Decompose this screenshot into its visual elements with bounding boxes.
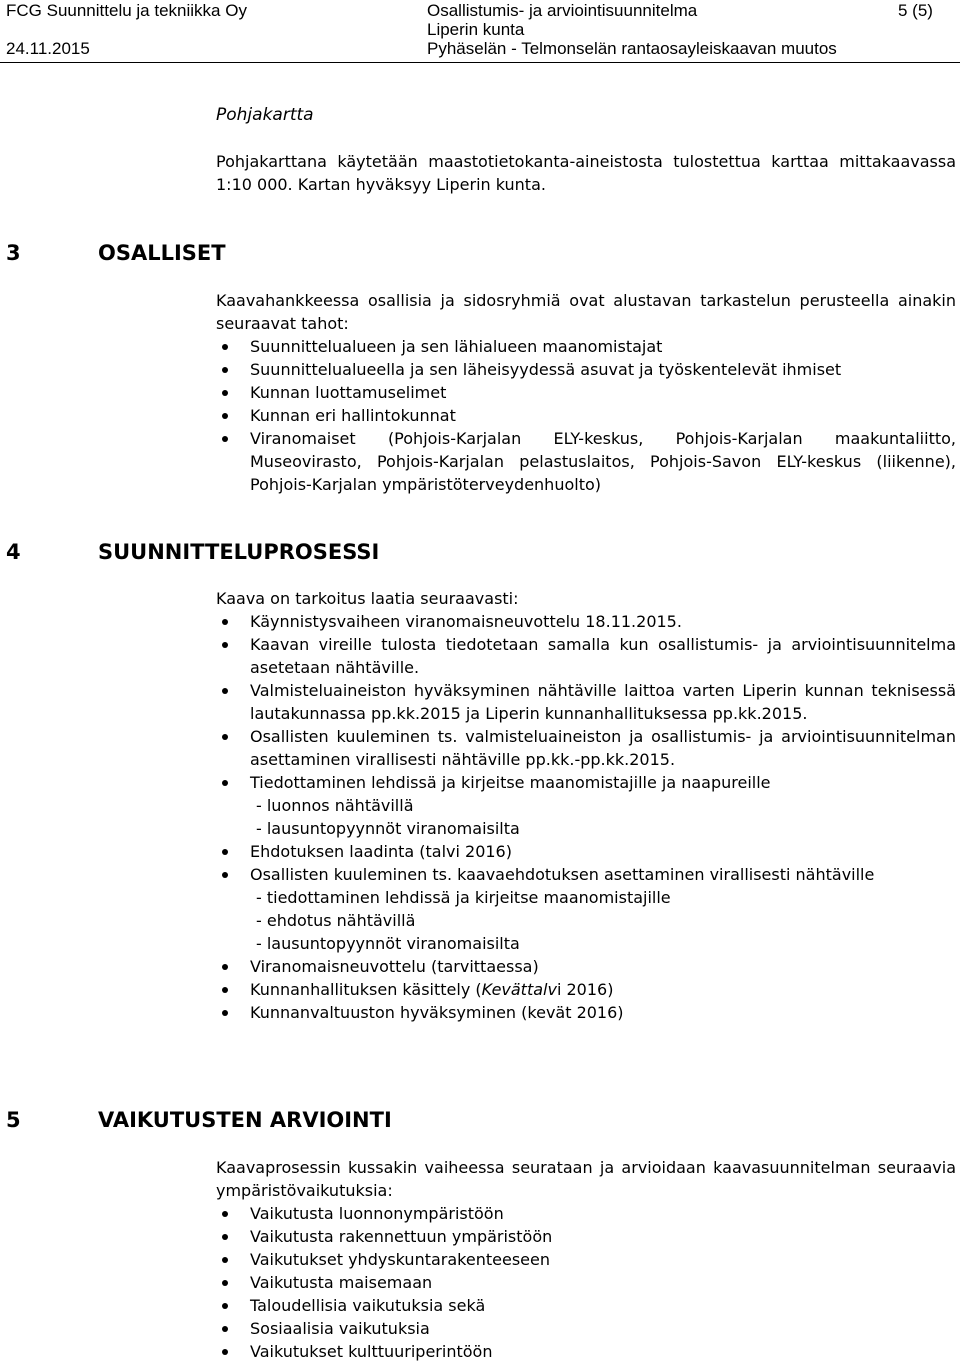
section-4-body	[216, 587, 956, 1024]
list-item: Osallisten kuuleminen ts. kaavaehdotuksen asettaminen virallisesti nähtäville - tiedottaminen lehdissä ja kirjeitse maanomistajille - ehdotus nähtävillä - lausuntopyynnöt viranomaisilta	[216, 863, 956, 955]
pohjakartta-text: Pohjakarttana käytetään maastotietokanta-aineistosta tulostettua karttaa mittakaavassa 1:10 000. Kartan hyväksyy Liperin kunta.	[216, 152, 956, 194]
section-5-intro: Kaavaprosessin kussakin vaiheessa seurataan ja arvioidaan kaavasuunnitelman seuraavia ympäristövaikutuksia:	[216, 1158, 956, 1200]
document-title: Osallistumis- ja arviointisuunnitelma	[427, 1, 698, 20]
section-4-intro: Kaava on tarkoitus laatia seuraavasti:	[216, 589, 519, 608]
section-number: 4	[6, 540, 21, 564]
process-list	[216, 610, 956, 1024]
list-item: Sosiaalisia vaikutuksia	[216, 1317, 956, 1340]
list-item: Viranomaiset (Pohjois-Karjalan ELY-keskus, Pohjois-Karjalan maakuntaliitto, Museovirasto, Pohjois-Karjalan pelastuslaitos, Pohjois-Savon ELY-keskus (liikenne), Pohjois-Karjalan ympäristöterveydenhuolto)	[216, 427, 956, 496]
sub-item: - lausuntopyynnöt viranomaisilta	[256, 934, 520, 953]
section-3-body	[216, 289, 956, 496]
list-item: Vaikutukset kulttuuriperintöön	[216, 1340, 956, 1363]
section-number: 5	[6, 1108, 21, 1132]
company-name: FCG Suunnittelu ja tekniikka Oy	[6, 1, 247, 20]
list-item: Kunnan luottamuselimet	[216, 381, 956, 404]
section-3-heading	[6, 240, 226, 266]
list-item: Vaikutusta luonnonympäristöön	[216, 1202, 956, 1225]
sub-item: - lausuntopyynnöt viranomaisilta	[256, 819, 520, 838]
list-item: Tiedottaminen lehdissä ja kirjeitse maanomistajille ja naapureille - luonnos nähtävillä - lausuntopyynnöt viranomaisilta	[216, 771, 956, 840]
section-title: OSALLISET	[98, 241, 226, 265]
impacts-list	[216, 1202, 956, 1363]
list-item: Kunnanvaltuuston hyväksyminen (kevät 2016)	[216, 1001, 956, 1024]
list-item: Kunnan eri hallintokunnat	[216, 404, 956, 427]
document-date: 24.11.2015	[6, 39, 90, 58]
list-item: Suunnittelualueen ja sen lähialueen maanomistajat	[216, 335, 956, 358]
sub-item: - tiedottaminen lehdissä ja kirjeitse maanomistajille	[256, 888, 671, 907]
list-item: Kunnanhallituksen käsittely (Kevättalvi 2016)	[216, 978, 956, 1001]
pohjakartta-title: Pohjakartta	[216, 105, 314, 125]
list-item: Ehdotuksen laadinta (talvi 2016)	[216, 840, 956, 863]
list-item: Käynnistysvaiheen viranomaisneuvottelu 18.11.2015.	[216, 610, 956, 633]
page-number: 5 (5)	[898, 1, 933, 20]
sub-item: - ehdotus nähtävillä	[256, 911, 416, 930]
list-item: Vaikutusta rakennettuun ympäristöön	[216, 1225, 956, 1248]
list-item: Osallisten kuuleminen ts. valmisteluaineiston ja osallistumis- ja arviointisuunnitelman asettaminen virallisesti nähtäville pp.kk.-pp.kk.2015.	[216, 725, 956, 771]
sub-item: - luonnos nähtävillä	[256, 796, 414, 815]
section-number: 3	[6, 241, 21, 265]
list-item: Vaikutukset yhdyskuntarakenteeseen	[216, 1248, 956, 1271]
header-divider	[0, 62, 960, 63]
list-item: Taloudellisia vaikutuksia sekä	[216, 1294, 956, 1317]
list-item: Viranomaisneuvottelu (tarvittaessa)	[216, 955, 956, 978]
section-5-heading	[6, 1107, 392, 1133]
list-item: Valmisteluaineiston hyväksyminen nähtäville laittoa varten Liperin kunnan teknisessä lautakunnassa pp.kk.2015 ja Liperin kunnanhallituksessa pp.kk.2015.	[216, 679, 956, 725]
pohjakartta-subsection	[216, 104, 956, 196]
page-header	[0, 0, 960, 66]
section-title: SUUNNITTELUPROSESSI	[98, 540, 380, 564]
section-3-intro: Kaavahankkeessa osallisia ja sidosryhmiä ovat alustavan tarkastelun perusteella ainakin seuraavat tahot:	[216, 291, 956, 333]
section-title: VAIKUTUSTEN ARVIOINTI	[98, 1108, 392, 1132]
list-item: Suunnittelualueella ja sen läheisyydessä asuvat ja työskentelevät ihmiset	[216, 358, 956, 381]
section-5-body	[216, 1156, 956, 1363]
project-name: Pyhäselän - Telmonselän rantaosayleiskaavan muutos	[427, 39, 837, 58]
list-item: Vaikutusta maisemaan	[216, 1271, 956, 1294]
municipality-name: Liperin kunta	[427, 20, 525, 39]
osalliset-list	[216, 335, 956, 496]
list-item: Kaavan vireille tulosta tiedotetaan samalla kun osallistumis- ja arviointisuunnitelma asetetaan nähtäville.	[216, 633, 956, 679]
section-4-heading	[6, 539, 379, 565]
